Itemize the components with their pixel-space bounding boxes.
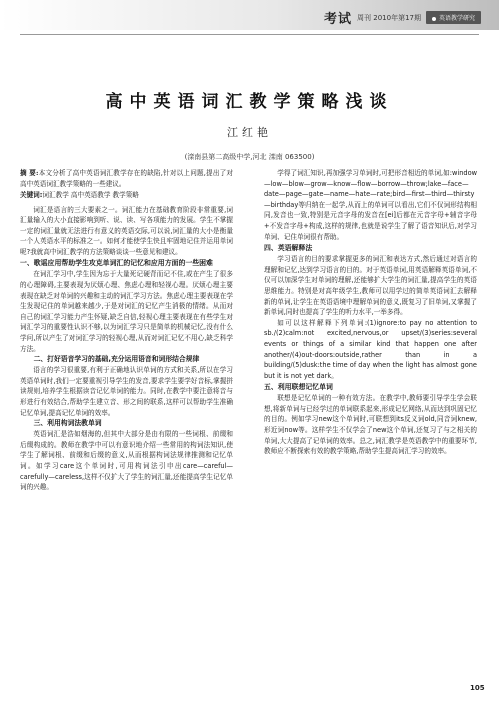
abstract-text: 本文分析了高中英语词汇教学存在的缺陷,针对以上问题,提出了对高中英语词汇教学策略的一些建议。	[20, 169, 233, 188]
section-heading-2: 二、打好语音学习的基础,充分运用语音和词形结合规律	[33, 355, 200, 364]
bullet-icon	[432, 17, 436, 21]
keywords	[20, 190, 233, 201]
paragraph: 学习语言的目的要求掌握更多的词汇和表达方式,然后通过对语言的理解和记忆,达到学习语言的目的。对于英语单词,用英语解释英语单词,不仅可以加深学生对单词的理解,还能够扩大学生的词汇量,提高学生的英语思维能力。特别是对高年级学生,教师可以用学过的简单英语词汇去解释新的单词,让学生在英语语境中理解单词的意义,既复习了旧单词,又掌握了新单词,同时也提高了学生的听力水平,一举多得。	[264, 255, 477, 317]
header-rule	[20, 34, 479, 35]
page-header-band	[0, 0, 499, 30]
left-column	[20, 168, 233, 688]
page-number: 105	[470, 684, 485, 692]
header-inner	[324, 8, 481, 27]
section-heading-4: 四、英语解释法	[264, 244, 313, 253]
issue-info: 周刊 2010年第17期	[357, 13, 421, 22]
paragraph: 英语词汇是浩如烟海的,但其中大部分是由有限的一些词根、前缀和后缀构成的。教师在教学中可以有意识地介绍一些常用的构词法知识,使学生了解词根、前缀和后缀的意义,从而根据构词法规律推测和记忆单词。如学习care这个单词时,可用构词法引申出care—careful—carefully—careless,这样不仅扩大了学生的词汇量,还能提高学生记忆单词的兴趣。	[20, 430, 233, 492]
section-banner-label: 英语教学研究	[438, 15, 475, 22]
section-heading-5: 五、利用联想记忆单词	[264, 383, 333, 392]
paragraph: 语言的学习很重要,有利于正确地认识单词的方式和关系,所以在学习英语单词时,我们一定要重视引导学生的发音,要求学生要学好音标,掌握拼读规则,培养学生根据读音记忆单词的能力。同时,在教学中要注意将音与形进行有效结合,帮助学生建立音、形之间的联系,这样可以帮助学生准确记忆单词,提高记忆单词的效率。	[20, 366, 233, 417]
abstract	[20, 168, 233, 189]
section-banner	[426, 11, 481, 24]
paragraph: 如可以这样解释下列单词:(1)ignore:to pay no attention to sb./(2)calm:not excited,nervous,or upset/(3)series:several events or things of a similar kind that happen one after another/(4)out-doors:outside,rather than in a building/(5)dusk:the time of day when the light has almost gone but it is not yet dark。	[264, 318, 477, 380]
author-affiliation: (滦南县第二高级中学,河北 滦南 063500)	[184, 153, 315, 161]
author-name: 江红艳	[227, 126, 272, 139]
paragraph: 联想是记忆单词的一种有效方法。在教学中,教师要引导学生学会联想,将新单词与已经学过的单词联系起来,形成记忆网络,从而达到巩固记忆的目的。例如学习new这个单词时,可联想到its反义词old,同音词knew,形近词now等。这样学生不仅学会了new这个单词,还复习了与之相关的单词,大大提高了记单词的效率。总之,词汇教学是英语教学中的重要环节,教师应不断探索有效的教学策略,帮助学生提高词汇学习的效率。	[264, 394, 477, 456]
intro-paragraph: 词汇是语言的三大要素之一。词汇能力在基础教育阶段非常重要,词汇量输入的大小直接影响到听、说、读、写各项能力的发展。学生不掌握一定的词汇量就无法进行有意义的英语交际,可以说,词汇量的大小是衡量一个人英语水平的标准之一。如何才能使学生快且牢固地记住并运用单词呢?我就高中词汇教学的方法策略谈谈一些意见和建议。	[20, 205, 233, 256]
section-heading-3: 三、利用构词法教单词	[33, 419, 102, 428]
keywords-label: 关键词:	[20, 191, 43, 199]
right-column	[264, 168, 477, 688]
section-heading-1: 一、歌谣应用帮助学生攻克单词汇的记忆和应用方面的一些困难	[20, 259, 213, 268]
keywords-text: 词汇教学 高中英语教学 教学策略	[42, 191, 139, 199]
paragraph: 学得了词汇知识,再加强学习单词时,可把形音相近的单词,如:window—low—blow—grow—know—flow—borrow—throw;lake—face—date—page—gate—name—hate—rate;bird—first—third—thirsty—birthday等归纳在一起学,从而上的单词可以看出,它们不仅词形结构相同,发音也一致,特别是元音字母的发音在[ei]后都在元音字母+辅音字母+不发音字母+构成,这样的规律,也就是说学生了解了语音知识后,对学习单词、记住单词很有帮助。	[264, 169, 477, 241]
magazine-name: 考试	[324, 12, 353, 27]
paragraph: 在词汇学习中,学生因为忘于大量死记硬背而记不住,或在产生了很多的心理障碍,主要表现为厌烦心理、焦虑心理和轻视心理。厌烦心理主要表现在缺乏对单词的兴趣和主动的词汇学习方法。焦虑心理主要表现在学生发现记住的单词越来越少,于是对词汇的记忆产生消极的情绪。从而对自己的词汇学习能力产生怀疑,缺乏自信,轻视心理主要表现在有些学生对词汇学习的重要性认识不够,以为词汇学习只是简单的机械记忆,没有什么学问,所以产生了对词汇学习的轻视心理,从而对词汇记忆不用心,缺乏科学方法。	[20, 270, 233, 353]
article-title: 高中英语词汇教学策略浅谈	[105, 92, 394, 112]
abstract-label: 摘 要:	[20, 169, 39, 177]
